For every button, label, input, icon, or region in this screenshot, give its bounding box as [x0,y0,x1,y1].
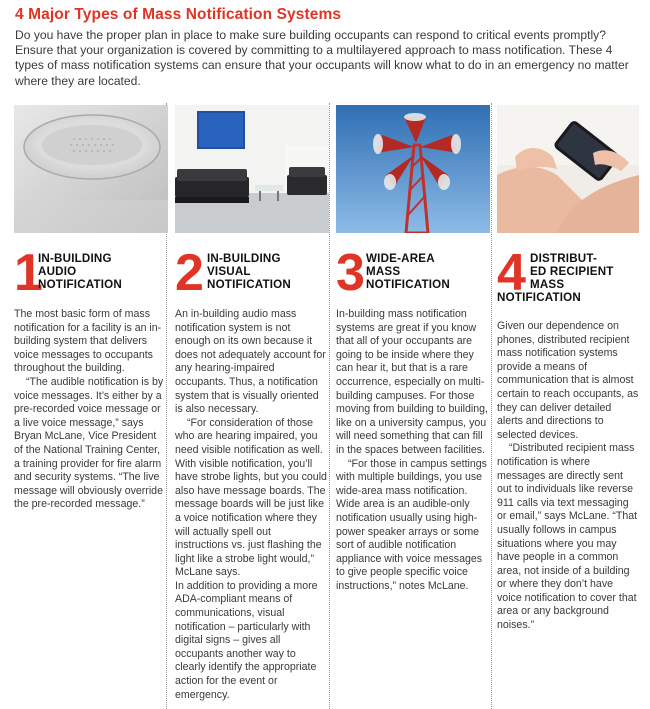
section-body: In-building mass notification systems are great if you know that all of your occupants are going to be inside where they can hear it, but that is a rare occurrence, especially on multi-building campuses. For those moving from building to building, like on a university campus, you will need something that can fill in the spaces between facilities. “For those in campus settings with multiple buildings, you use wide-area mass notification. Wide area is an audible-only notification usually using high-power speaker arrays or some sort of audible notification appliance with voice messages to give people specific voice instructions,” notes McLane. [336,308,488,592]
section-number: 2 [175,244,204,302]
section-heading: 2 IN-BUILDING VISUAL NOTIFICATION [175,244,291,302]
column-wide-area [336,105,496,709]
section-body: The most basic form of mass notification for a facility is an in-building system that delivers voice messages to occupants throughout the building. “The audible notification is by voice messages. It’s either by a pre-recorded voice message or a live voice message,” says Bryan McLane, Vice President of the National Training Center, a training provider for fire alarm and security systems. “The live message will obviously override the pre-recorded message.” [14,308,164,511]
section-heading: 1 IN-BUILDING AUDIO NOTIFICATION [14,244,122,302]
section-number: 4 [497,244,526,302]
column-distributed-recipient [497,105,650,709]
section-heading: 3 WIDE-AREA MASS NOTIFICATION [336,244,450,302]
column-in-building-audio [14,105,174,709]
section-body: Given our dependence on phones, distributed recipient mass notification systems provide a means of communication that is almost certain to reach occupants, as they can deliver detailed alerts and directions to selected devices. “Distributed recipient mass notification is where messages are directly sent out to individuals like reverse 911 calls via text messaging or email,” says McLane. “That usually follows in campus situations where you may have people in a common area, not inside of a building or where they don’t have voice notification to cover that area or any background noises.” [497,320,639,632]
ceiling-speaker-photo [14,105,168,233]
siren-tower-photo [336,105,490,233]
section-number: 3 [336,244,365,302]
lobby-display-photo [175,105,329,233]
smartphone-hands-photo [497,105,639,233]
intro-paragraph: Do you have the proper plan in place to make sure building occupants can respond to critical events promptly? Ensure that your organization is covered by committing to a multilayered approach to mass notification. These 4 types of mass notification systems can ensure that your occupants will know what to do in an emergency no matter where they are located. [15,28,629,88]
section-body: An in-building audio mass notification system is not enough on its own because it does not adequately account for any hearing-impaired occupants. Thus, a notification system that is visually oriented is also necessary. “For consideration of those who are hearing impaired, you need visible notification as well. With visible notification, you’ll have strobe lights, but you could also have message boards. The message boards will be just like a voice notification where they will actually spell out instructions vs. just flashing the light like a strobe light would,” McLane says. In addition to providing a more ADA-compliant means of communications, visual notification – particularly with digital signs – gives all occupants another way to clearly identify the appropriate action for the event or emergency. [175,308,327,701]
column-in-building-visual [175,105,335,709]
section-heading: 4 DISTRIBUT- ED RECIPIENT MASS NOTIFICATION [497,244,614,305]
page-title: 4 Major Types of Mass Notification Systems [15,6,342,23]
section-number: 1 [14,244,43,302]
